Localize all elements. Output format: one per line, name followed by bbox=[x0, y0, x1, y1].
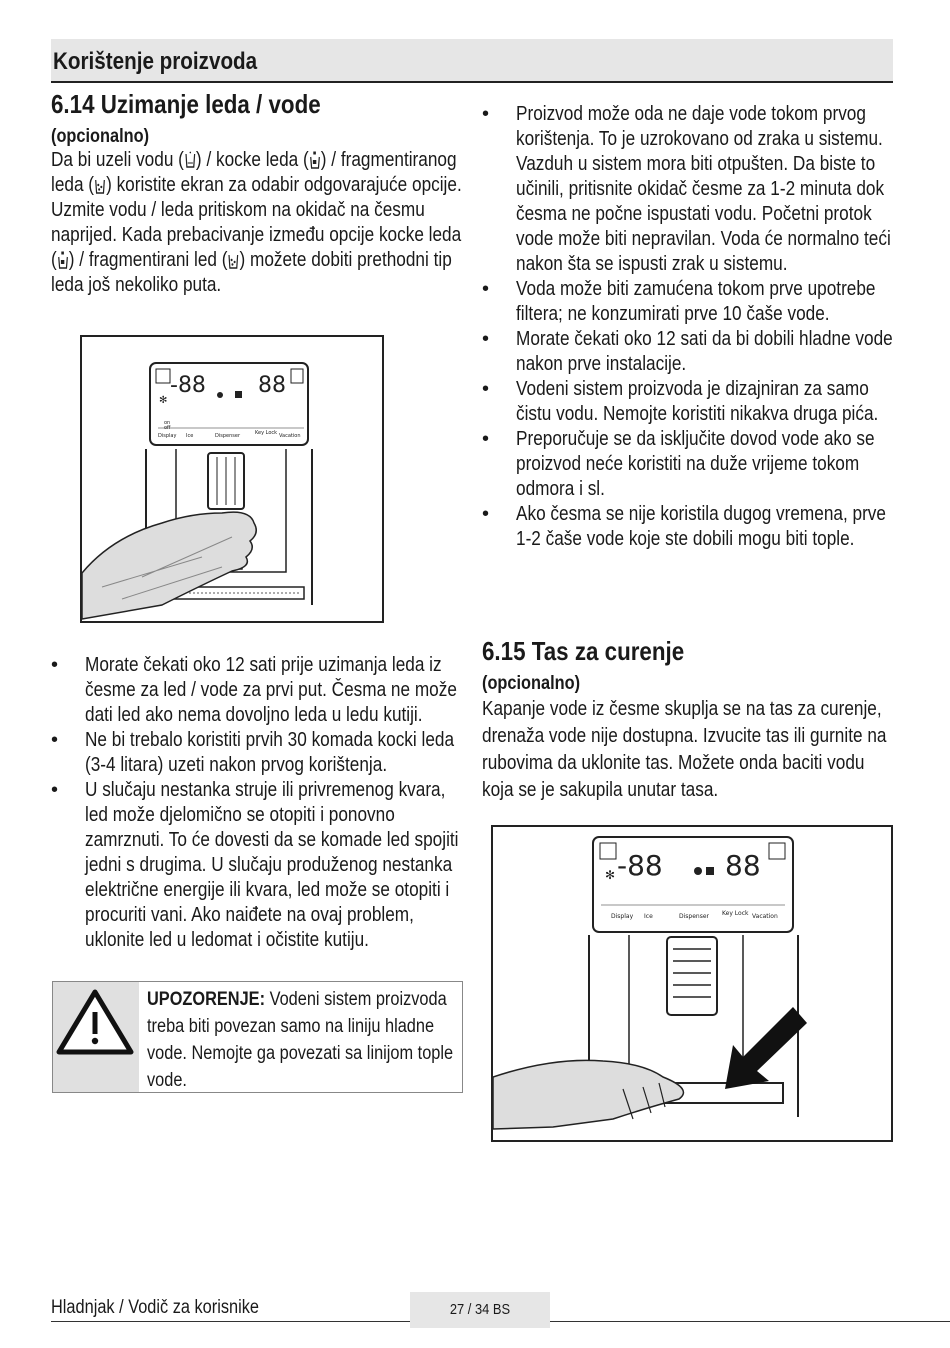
dispenser-illustration bbox=[80, 335, 384, 623]
list-item: • Ako česma se nije koristila dugog vremena, prve 1-2 čaše vode koje ste dobili mogu biti tople. bbox=[482, 502, 894, 552]
drip-tray-drawing bbox=[493, 827, 891, 1140]
right-bullet-list bbox=[482, 102, 894, 552]
dispenser-drawing bbox=[82, 337, 382, 621]
warning-triangle-icon bbox=[53, 982, 139, 1092]
panel-right-digits: 88 bbox=[258, 373, 286, 398]
tray-panel-label-keylock: Key Lock bbox=[722, 910, 749, 917]
left-column bbox=[51, 86, 463, 298]
panel-label-keylock: Key Lock bbox=[255, 430, 278, 436]
warning-text: UPOZORENJE: Vodeni sistem proizvoda treba biti povezan samo na liniju hladne vode. Nemojte ga povezati sa linijom tople vode. bbox=[147, 989, 454, 1091]
section-6-14-title: 6.14 Uzimanje leda / vode bbox=[51, 89, 321, 119]
list-item: • Ne bi trebalo koristiti prvih 30 komada kocki leda (3-4 litara) uzeti nakon prvog korištenja. bbox=[51, 728, 463, 778]
section-header bbox=[51, 39, 893, 83]
tray-panel-label-ice: Ice bbox=[644, 913, 653, 920]
section-6-15 bbox=[482, 636, 894, 804]
section-6-14-intro: Da bi uzeli vodu ( ) / kocke leda ( ) / fragmentiranog leda ( ) koristite ekran za odabir odgovarajuće opcije. Uzmite vodu / leda pritiskom na okidač na česmu naprijed. Kada prebacivanje između opcije kocke leda ( ) / fragmentirani led ( ) možete dobiti prethodni tip leda još nekoliko puta. bbox=[51, 149, 462, 296]
water-icon bbox=[184, 151, 196, 169]
page-number-box bbox=[410, 1292, 550, 1328]
list-item: • U slučaju nestanka struje ili privremenog kvara, led može djelomično se otopiti i ponovno zamrznuti. To će dovesti da se komade led spojiti jedni s drugima. U slučaju produženog nestanka električne energije ili kvara, led može se otopiti i procuriti vani. Ako naiđete na ovaj problem, uklonite led u ledomat i očistite kutiju. bbox=[51, 778, 463, 953]
panel-off-label: off bbox=[164, 425, 171, 431]
tray-panel-left-digits: -88 bbox=[617, 849, 663, 882]
tray-panel-label-dispenser: Dispenser bbox=[679, 913, 709, 920]
list-item: • Vodeni sistem proizvoda je dizajniran za samo čistu vodu. Nemojte koristiti nikakva druga pića. bbox=[482, 377, 894, 427]
list-item: • Voda može biti zamućena tokom prve upotrebe filtera; ne konzumirati prve 10 čaše vode. bbox=[482, 277, 894, 327]
panel-label-vacation: Vacation bbox=[279, 433, 301, 439]
page-number: 27 / 34 BS bbox=[449, 1301, 511, 1318]
panel-label-ice: Ice bbox=[186, 433, 194, 439]
list-item: • Preporučuje se da isključite dovod vode ako se proizvod neće koristiti na duže vrijeme tokom odmora i sl. bbox=[482, 427, 894, 502]
ice-cube-icon bbox=[57, 251, 69, 269]
list-item: • Morate čekati oko 12 sati da bi dobili hladne vode nakon prve instalacije. bbox=[482, 327, 894, 377]
section-6-15-optional: (opcionalno) bbox=[482, 673, 581, 694]
tray-panel-label-vacation: Vacation bbox=[752, 913, 778, 920]
panel-left-digits: -88 bbox=[170, 373, 206, 398]
footer-title: Hladnjak / Vodič za korisnike bbox=[51, 1297, 259, 1318]
warning-box bbox=[52, 981, 463, 1093]
svg-text:✻: ✻ bbox=[605, 868, 616, 882]
left-bullet-list bbox=[51, 653, 463, 953]
drip-tray-illustration bbox=[491, 825, 893, 1142]
section-6-14-optional: (opcionalno) bbox=[51, 126, 150, 147]
section-6-15-text: Kapanje vode iz česme skuplja se na tas za curenje, drenaža vode nije dostupna. Izvucite tas ili gurnite na rubovima da uklonite tas. Možete onda baciti vodu koja se je sakupila unutar tasa. bbox=[482, 698, 887, 801]
ice-cube-icon bbox=[309, 151, 321, 169]
panel-label-dispenser: Dispenser bbox=[215, 433, 240, 439]
panel-label-display: Display bbox=[158, 433, 177, 439]
list-item: • Morate čekati oko 12 sati prije uzimanja leda iz česme za led / vode za prvi put. Česma ne može dati led ako nema dovoljno leda u ledu kutiji. bbox=[51, 653, 463, 728]
tray-panel-right-digits: 88 bbox=[725, 849, 761, 882]
crushed-ice-icon bbox=[227, 251, 239, 269]
svg-text:✻: ✻ bbox=[159, 395, 168, 406]
warning-side-panel bbox=[53, 982, 139, 1092]
header-title: Korištenje proizvoda bbox=[53, 48, 258, 75]
tray-panel-label-display: Display bbox=[611, 913, 634, 920]
section-6-15-title: 6.15 Tas za curenje bbox=[482, 636, 685, 666]
list-item: • Proizvod može oda ne daje vode tokom prvog korištenja. To je uzrokovano od zraka u sistemu. Vazduh u sistem mora biti otpušten. Da biste to učinili, pritisnite okidač česme za 1-2 minuta dok česma ne počne ispustati vodu. Početni protok vode može biti nepravilan. Voda će normalno teći nakon šta se ispusti zrak u sistemu. bbox=[482, 102, 894, 277]
panel-on-label: on bbox=[164, 420, 171, 426]
crushed-ice-icon bbox=[94, 176, 106, 194]
